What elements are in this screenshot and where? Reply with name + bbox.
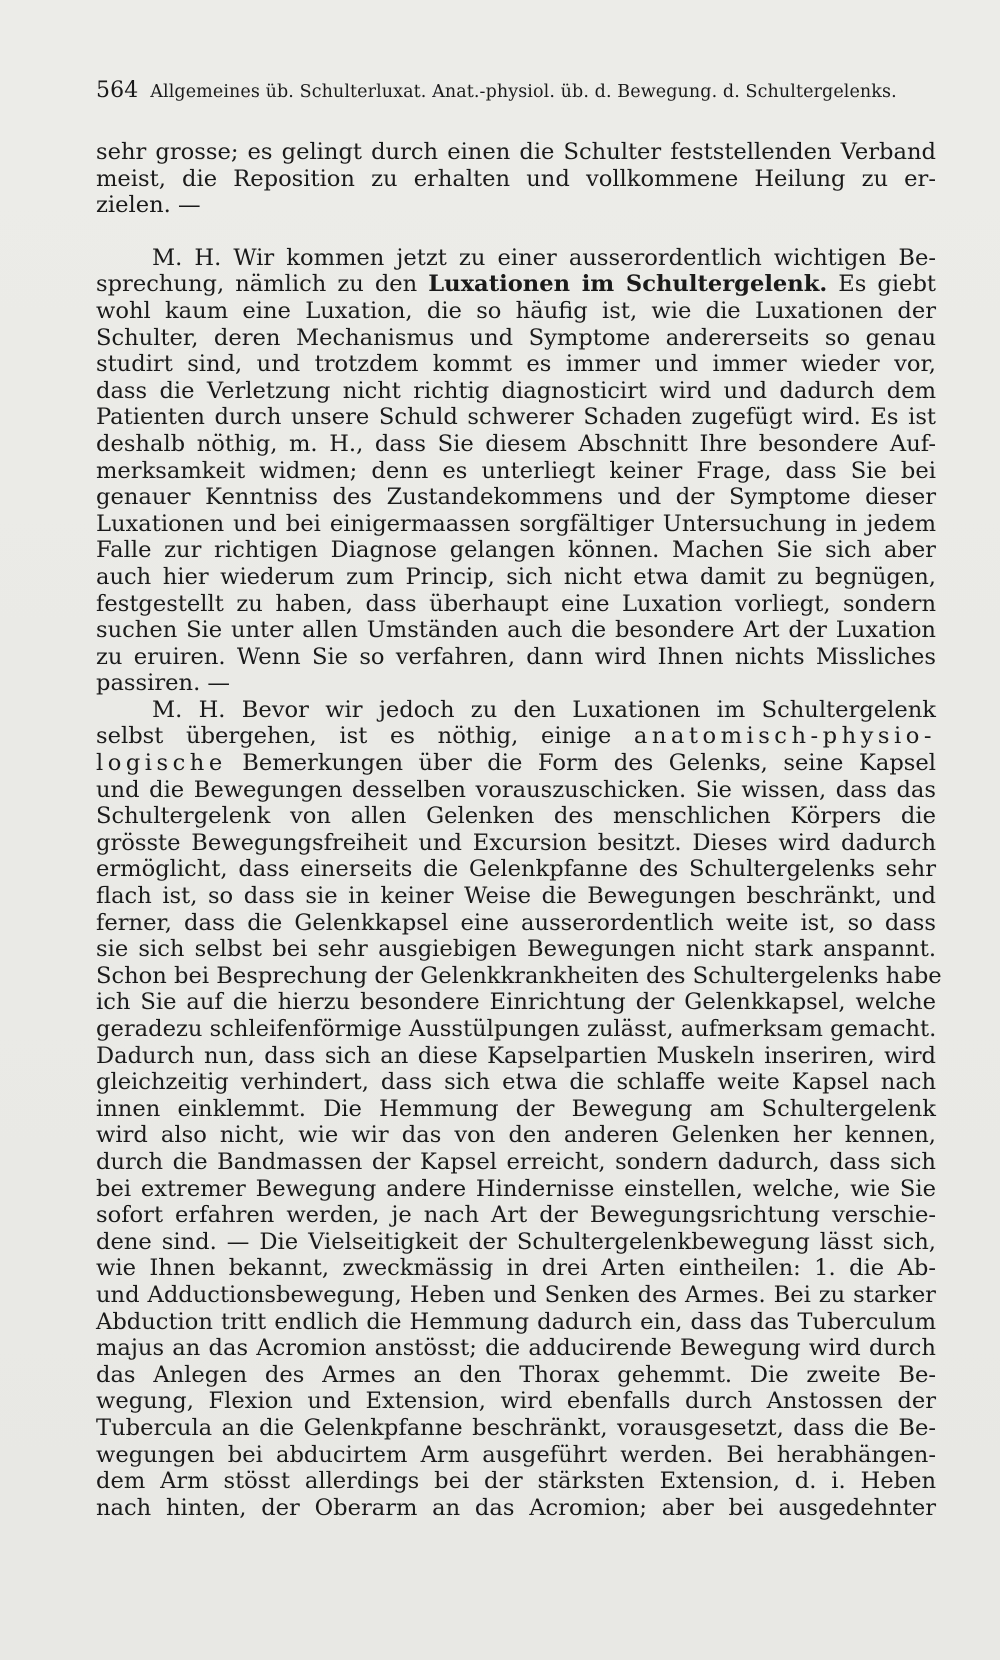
- text-line: wegung, Flexion und Extension, wird ebenfalls durch Anstossen der: [96, 1388, 936, 1415]
- text-span: sprechung, nämlich zu den: [96, 271, 429, 298]
- text-line: innen einklemmt. Die Hemmung der Bewegung am Schultergelenk: [96, 1095, 936, 1122]
- text-line: merksamkeit widmen; denn es unterliegt keiner Frage, dass Sie bei: [96, 457, 936, 484]
- text-line: ferner, dass die Gelenkkapsel eine ausserordentlich weite ist, so dass: [96, 909, 936, 936]
- text-span: Es giebt: [827, 271, 936, 298]
- text-line: Schultergelenk von allen Gelenken des menschlichen Körpers die: [96, 803, 936, 830]
- text-line: ermöglicht, dass einerseits die Gelenkpfanne des Schultergelenks sehr: [96, 856, 936, 883]
- text-span: Bemerkungen über die Form des Gelenks, seine Kapsel: [226, 750, 936, 777]
- text-line: [96, 723, 936, 750]
- text-line: M. H. Wir kommen jetzt zu einer ausserordentlich wichtigen Be-: [152, 244, 936, 271]
- text-line: suchen Sie unter allen Umständen auch die besondere Art der Luxation: [96, 617, 936, 644]
- text-line: dem Arm stösst allerdings bei der stärksten Extension, d. i. Heben: [96, 1468, 936, 1495]
- text-span: selbst übergehen, ist es nöthig, einige: [96, 723, 634, 750]
- text-line: genauer Kenntniss des Zustandekommens und der Symptome dieser: [96, 484, 936, 511]
- text-line: wegungen bei abducirtem Arm ausgeführt werden. Bei herabhängen-: [96, 1441, 936, 1468]
- page-number: 564: [96, 78, 139, 103]
- spaced-emphasis: logische: [96, 750, 227, 777]
- text-line: festgestellt zu haben, dass überhaupt eine Luxation vorliegt, sondern: [96, 590, 936, 617]
- paragraph-gap: [96, 219, 944, 245]
- text-line: Schulter, deren Mechanismus und Symptome andererseits so genau: [96, 324, 936, 351]
- text-line: [96, 271, 936, 298]
- running-title: Allgemeines üb. Schulterluxat. Anat.-physiol. üb. d. Bewegung. d. Schultergelenks.: [150, 82, 897, 102]
- text-line: Schon bei Besprechung der Gelenkkrankheiten des Schultergelenks habe: [96, 962, 942, 989]
- text-line: dene sind. — Die Vielseitigkeit der Schultergelenkbewegung lässt sich,: [96, 1228, 936, 1255]
- text-line: dass die Verletzung nicht richtig diagnosticirt wird und dadurch dem: [96, 377, 936, 404]
- running-head: [96, 78, 944, 105]
- text-line: ich Sie auf die hierzu besondere Einrichtung der Gelenkkapsel, welche: [96, 989, 936, 1016]
- text-line: Patienten durch unsere Schuld schwerer Schaden zugefügt wird. Es ist: [96, 404, 936, 431]
- paragraph-3-lines: [96, 777, 944, 1522]
- text-line: zu eruiren. Wenn Sie so verfahren, dann wird Ihnen nichts Missliches: [96, 643, 936, 670]
- text-line: gleichzeitig verhindert, dass sich etwa die schlaffe weite Kapsel nach: [96, 1069, 936, 1096]
- text-line: studirt sind, und trotzdem kommt es immer und immer wieder vor,: [96, 351, 936, 378]
- text-line: sofort erfahren werden, je nach Art der Bewegungsrichtung verschie-: [96, 1202, 936, 1229]
- text-line: sie sich selbst bei sehr ausgiebigen Bewegungen nicht stark anspannt.: [96, 936, 936, 963]
- text-line: Tubercula an die Gelenkpfanne beschränkt, vorausgesetzt, dass die Be-: [96, 1414, 936, 1441]
- text-line: grösste Bewegungsfreiheit und Excursion besitzt. Dieses wird dadurch: [96, 829, 936, 856]
- text-line: flach ist, so dass sie in keiner Weise die Bewegungen beschränkt, und: [96, 883, 936, 910]
- text-line: deshalb nöthig, m. H., dass Sie diesem Abschnitt Ihre besondere Auf-: [96, 430, 936, 457]
- text-line: und die Bewegungen desselben vorauszuschicken. Sie wissen, dass das: [96, 776, 936, 803]
- text-line: wohl kaum eine Luxation, die so häufig ist, wie die Luxationen der: [96, 297, 936, 324]
- text-line: meist, die Reposition zu erhalten und vollkommene Heilung zu er-: [96, 165, 936, 192]
- text-line: wie Ihnen bekannt, zweckmässig in drei Arten eintheilen: 1. die Ab-: [96, 1255, 936, 1282]
- text-line: Falle zur richtigen Diagnose gelangen können. Machen Sie sich aber: [96, 537, 936, 564]
- text-line: Dadurch nun, dass sich an diese Kapselpartien Muskeln inseriren, wird: [96, 1042, 936, 1069]
- paragraph-1: [96, 139, 944, 219]
- text-line: [96, 750, 936, 777]
- paragraph-2-lines: [96, 298, 944, 697]
- text-line: durch die Bandmassen der Kapsel erreicht, sondern dadurch, dass sich: [96, 1148, 936, 1175]
- text-line: zielen. —: [96, 192, 201, 219]
- text-line: bei extremer Bewegung andere Hindernisse einstellen, welche, wie Sie: [96, 1175, 936, 1202]
- text-line: Abduction tritt endlich die Hemmung dadurch ein, dass das Tuberculum: [96, 1308, 936, 1335]
- text-line: M. H. Bevor wir jedoch zu den Luxationen im Schultergelenk: [152, 696, 936, 723]
- paragraph-2: [96, 245, 944, 697]
- spaced-emphasis: anatomisch-physio-: [633, 723, 936, 750]
- text-line: passiren. —: [96, 670, 231, 697]
- text-line: geradezu schleifenförmige Ausstülpungen zulässt, aufmerksam gemacht.: [96, 1016, 937, 1042]
- text-line: sehr grosse; es gelingt durch einen die Schulter feststellenden Verband: [96, 139, 936, 165]
- text-line: wird also nicht, wie wir das von den anderen Gelenken her kennen,: [96, 1122, 936, 1149]
- text-line: majus an das Acromion anstösst; die adducirende Bewegung wird durch: [96, 1335, 936, 1362]
- text-line: das Anlegen des Armes an den Thorax gehemmt. Die zweite Be-: [96, 1361, 936, 1388]
- text-line: Luxationen und bei einigermaassen sorgfältiger Untersuchung in jedem: [96, 510, 936, 537]
- text-line: nach hinten, der Oberarm an das Acromion; aber bei ausgedehnter: [96, 1494, 936, 1521]
- paragraph-3: [96, 697, 944, 1521]
- text-line: und Adductionsbewegung, Heben und Senken des Armes. Bei zu starker: [96, 1281, 936, 1308]
- bold-heading-term: Luxationen im Schultergelenk.: [428, 271, 828, 298]
- text-line: auch hier wiederum zum Princip, sich nicht etwa damit zu begnügen,: [96, 563, 936, 590]
